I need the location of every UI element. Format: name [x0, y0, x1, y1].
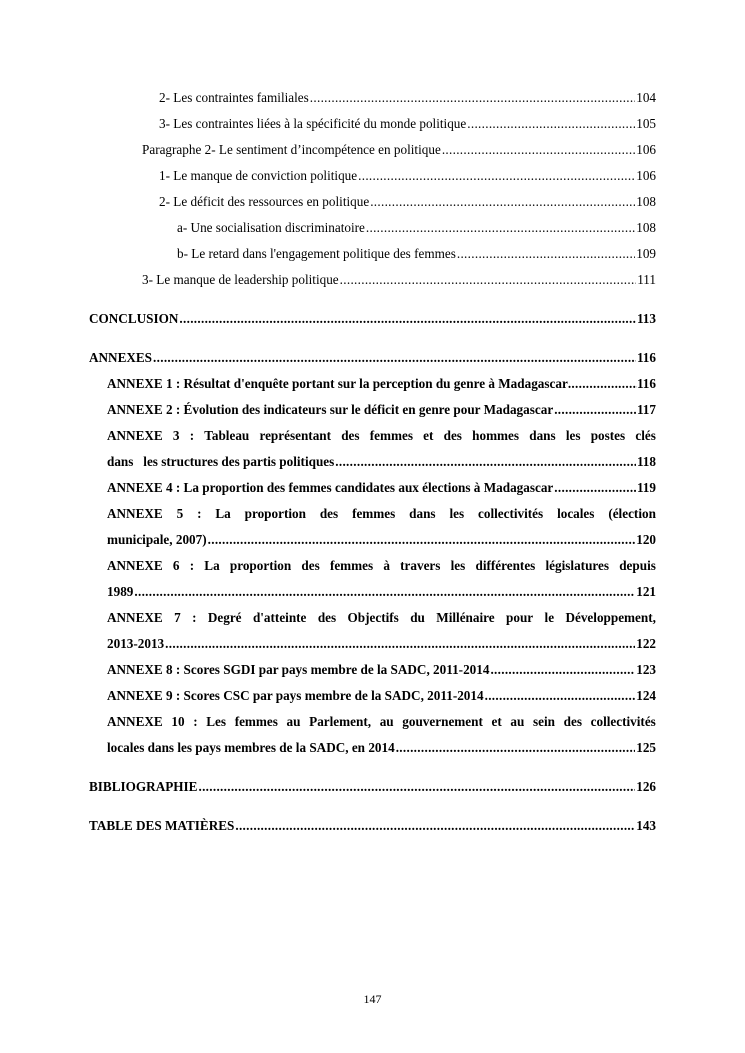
word: au — [286, 714, 301, 729]
word: 10 — [171, 714, 185, 729]
toc-entry-page: 113 — [636, 311, 656, 326]
toc-entry-page: 119 — [636, 480, 656, 495]
toc-entry-title: 2- Le déficit des ressources en politique — [159, 194, 370, 209]
toc-entry[interactable] — [89, 137, 656, 163]
toc-entry-title: ANNEXE 1 : Résultat d'enquête portant sur la perception du genre à Madagascar — [107, 376, 568, 391]
word: proportion — [244, 506, 306, 521]
toc-entry-title: b- Le retard dans l'engagement politique des femmes — [177, 246, 456, 261]
leader-dots — [366, 215, 635, 241]
toc-entry-page: 117 — [636, 402, 656, 417]
word: ANNEXE — [107, 714, 163, 729]
toc-entry-annexe-7[interactable] — [89, 605, 656, 657]
toc-entry-page: 122 — [636, 636, 656, 651]
toc-entry-page: 118 — [636, 454, 656, 469]
toc-entry[interactable] — [89, 189, 656, 215]
toc-entry-title: 2013-2013 — [107, 636, 165, 651]
toc-entry-page: 106 — [636, 168, 656, 183]
leader-dots — [208, 527, 636, 553]
word: : — [189, 428, 195, 443]
word: 5 — [176, 506, 184, 521]
word: depuis — [619, 558, 656, 573]
toc-entry-page: 108 — [636, 194, 656, 209]
word: ANNEXE — [107, 506, 163, 521]
word: femmes — [352, 506, 396, 521]
word: travers — [400, 558, 441, 573]
toc-entry-title: ANNEXE 8 : Scores SGDI par pays membre de la SADC, 2011-2014 — [107, 662, 490, 677]
toc-entry-annexe-8[interactable] — [89, 657, 656, 683]
toc-entry-title: Paragraphe 2- Le sentiment d’incompétence en politique — [142, 142, 441, 157]
leader-dots — [396, 735, 636, 761]
word: Les — [206, 714, 227, 729]
leader-dots — [198, 774, 635, 800]
toc-entry[interactable] — [89, 111, 656, 137]
continuation-line — [107, 631, 656, 657]
toc-entry-annexe-2[interactable] — [89, 397, 656, 423]
toc-entry-title: dans les structures des partis politiques — [107, 454, 335, 469]
toc-entry-page: 116 — [636, 376, 656, 391]
leader-dots — [442, 137, 635, 163]
toc-entry-annexe-1[interactable] — [89, 371, 656, 397]
word: collectivités — [478, 506, 544, 521]
toc-entry-annexes[interactable] — [89, 345, 656, 371]
word: dans — [409, 506, 436, 521]
word: du — [410, 610, 425, 625]
leader-dots — [554, 475, 636, 501]
toc-entry-page: 120 — [636, 532, 656, 547]
toc-entry-table-des-matieres[interactable] — [89, 813, 656, 839]
word: législatures — [545, 558, 610, 573]
toc-entry-page: 125 — [636, 740, 656, 755]
toc-entry-annexe-10[interactable] — [89, 709, 656, 761]
toc-entry-annexe-6[interactable] — [89, 553, 656, 605]
leader-dots — [457, 241, 635, 267]
word: les — [565, 428, 581, 443]
word: gouvernement — [402, 714, 483, 729]
leader-dots — [485, 683, 636, 709]
word: ANNEXE — [107, 428, 163, 443]
word: clés — [635, 428, 656, 443]
toc-entry[interactable] — [89, 241, 656, 267]
word: La — [215, 506, 231, 521]
word: 7 — [174, 610, 181, 625]
word: pour — [506, 610, 534, 625]
justified-line — [107, 605, 656, 631]
justified-line — [107, 553, 656, 579]
word: des — [319, 506, 339, 521]
word: au — [379, 714, 394, 729]
leader-dots — [554, 397, 636, 423]
word: hommes — [472, 428, 520, 443]
word: des — [563, 714, 582, 729]
word: locales — [557, 506, 595, 521]
leader-dots — [340, 267, 637, 293]
word: ANNEXE — [107, 610, 163, 625]
leader-dots — [179, 306, 636, 332]
toc-entry-title: CONCLUSION — [89, 311, 179, 326]
toc-entry[interactable] — [89, 215, 656, 241]
continuation-line — [107, 527, 656, 553]
word: femmes — [234, 714, 278, 729]
page-number: 147 — [363, 992, 382, 1006]
word: proportion — [229, 558, 292, 573]
word: : — [192, 610, 197, 625]
word: collectivités — [590, 714, 656, 729]
word: d'atteinte — [252, 610, 307, 625]
toc-entry-title: ANNEXES — [89, 350, 153, 365]
toc-entry-title: municipale, 2007) — [107, 532, 207, 547]
toc-entry-bibliographie[interactable] — [89, 774, 656, 800]
leader-dots — [490, 657, 635, 683]
toc-entry-title: a- Une socialisation discriminatoire — [177, 220, 365, 235]
word: postes — [590, 428, 626, 443]
word: Tableau — [204, 428, 250, 443]
word: femmes — [329, 558, 374, 573]
toc-entry-page: 124 — [636, 688, 656, 703]
table-of-contents — [89, 85, 656, 839]
word: Millénaire — [436, 610, 495, 625]
toc-entry[interactable] — [89, 163, 656, 189]
word: femmes — [369, 428, 413, 443]
toc-entry-page: 106 — [636, 142, 656, 157]
toc-entry-title: 3- Le manque de leadership politique — [142, 272, 339, 287]
leader-dots — [467, 111, 635, 137]
word: : — [189, 558, 195, 573]
word: des — [317, 610, 337, 625]
leader-dots — [235, 813, 635, 839]
toc-entry-annexe-9[interactable] — [89, 683, 656, 709]
justified-line — [107, 501, 656, 527]
toc-entry-conclusion[interactable] — [89, 306, 656, 332]
toc-entry-page: 123 — [636, 662, 656, 677]
justified-line — [107, 709, 656, 735]
word: des — [341, 428, 360, 443]
toc-entry-page: 126 — [636, 779, 656, 794]
toc-entry-title: ANNEXE 2 : Évolution des indicateurs sur le déficit en genre pour Madagascar — [107, 402, 554, 417]
toc-entry-title: locales dans les pays membres de la SADC, en 2014 — [107, 740, 395, 755]
toc-entry-page: 121 — [636, 584, 656, 599]
word: sein — [533, 714, 555, 729]
toc-entry[interactable] — [89, 267, 656, 293]
word: représentant — [259, 428, 332, 443]
toc-entry-title: ANNEXE 4 : La proportion des femmes candidates aux élections à Madagascar — [107, 480, 554, 495]
leader-dots — [134, 579, 635, 605]
word: 6 — [172, 558, 180, 573]
toc-entry[interactable] — [89, 85, 656, 111]
justified-line — [107, 423, 656, 449]
toc-entry-page: 109 — [636, 246, 656, 261]
word: Objectifs — [347, 610, 399, 625]
toc-entry-page: 104 — [636, 90, 656, 105]
word: des — [443, 428, 462, 443]
toc-entry-page: 116 — [636, 350, 656, 365]
continuation-line — [107, 735, 656, 761]
word: ANNEXE — [107, 558, 163, 573]
toc-entry-title: 3- Les contraintes liées à la spécificité du monde politique — [159, 116, 467, 131]
word: au — [510, 714, 525, 729]
toc-entry-page: 108 — [636, 220, 656, 235]
toc-entry-page: 111 — [637, 272, 656, 287]
word: 3 — [172, 428, 180, 443]
word: : — [193, 714, 198, 729]
word: : — [197, 506, 202, 521]
word: et — [491, 714, 502, 729]
toc-entry-annexe-3[interactable] — [89, 423, 656, 475]
leader-dots — [568, 371, 637, 397]
word: les — [450, 558, 466, 573]
toc-entry-annexe-5[interactable] — [89, 501, 656, 553]
word: les — [449, 506, 465, 521]
leader-dots — [358, 163, 635, 189]
word: le — [544, 610, 555, 625]
word: dans — [529, 428, 556, 443]
toc-entry-page: 105 — [636, 116, 656, 131]
toc-entry-title: 1- Le manque de conviction politique — [159, 168, 358, 183]
leader-dots — [335, 449, 636, 475]
toc-entry-title: ANNEXE 9 : Scores CSC par pays membre de la SADC, 2011-2014 — [107, 688, 484, 703]
continuation-line — [107, 579, 656, 605]
word: des — [301, 558, 320, 573]
word: La — [204, 558, 220, 573]
toc-entry-title: 1989 — [107, 584, 134, 599]
leader-dots — [165, 631, 635, 657]
leader-dots — [370, 189, 635, 215]
continuation-line — [107, 449, 656, 475]
word: Degré — [207, 610, 242, 625]
toc-entry-page: 143 — [636, 818, 656, 833]
leader-dots — [153, 345, 636, 371]
toc-entry-title: 2- Les contraintes familiales — [159, 90, 309, 105]
word: différentes — [475, 558, 536, 573]
word: à — [383, 558, 390, 573]
word: Développement, — [565, 610, 656, 625]
toc-entry-annexe-4[interactable] — [89, 475, 656, 501]
toc-entry-title: BIBLIOGRAPHIE — [89, 779, 198, 794]
word: Parlement, — [309, 714, 372, 729]
word: et — [423, 428, 434, 443]
toc-entry-title: TABLE DES MATIÈRES — [89, 818, 235, 833]
word: (élection — [608, 506, 656, 521]
leader-dots — [310, 85, 635, 111]
